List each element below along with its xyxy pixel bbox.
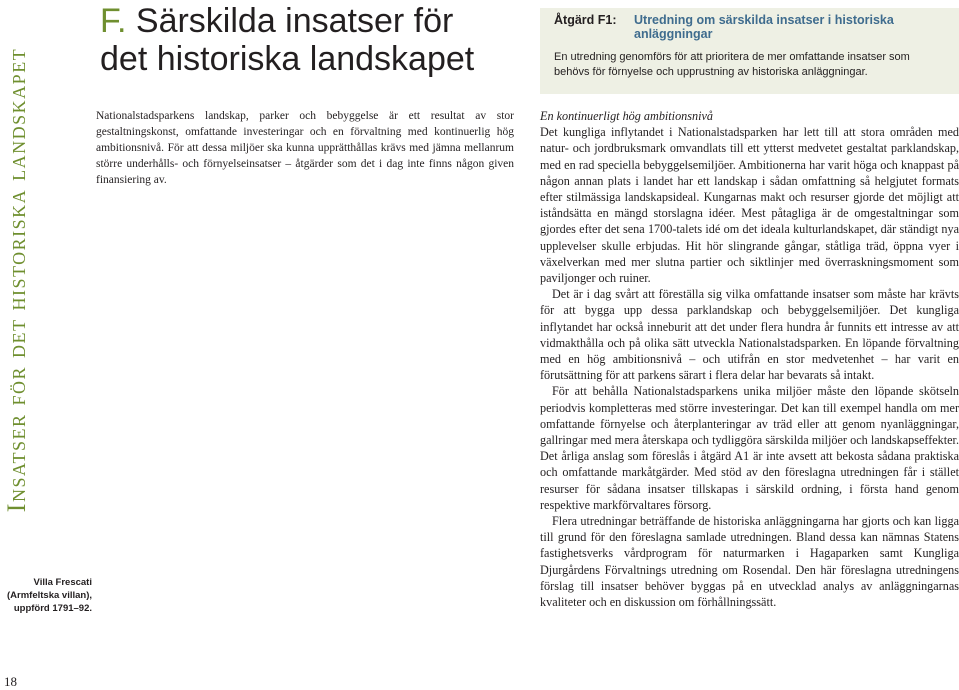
action-box	[540, 8, 959, 94]
caption-line: (Armfeltska villan),	[7, 590, 92, 601]
body-paragraph: Det kungliga inflytandet i Nationalstadsparken har lett till att stora områden med natur- och jordbruksmark omvandlats till ett ytterst medvetet gestaltat parklandskap, med en rad speciella bebyggelsemiljöer. Ambitionerna har varit höga och knappast på någon annan plats i landet har ett landskap i sådan omfattning så helgjutet formats efter stilmässiga landskapsideal. Kungarnas makt och resurser gjorde det möjligt att iståndsätta en mängd storslagna idéer. Mest påtagliga är de omgestaltningar som gjordes efter det sena 1700-talets idé om det ideala kulturlandskapet, där ständigt nya upplevelser skulle erbjudas. Hit hör slingrande gångar, ståtliga träd, öppna vyer i växelverkan med mer slutna partier och siktlinjer med överraskningsmoment som paviljonger och ruiner.	[540, 125, 959, 286]
caption-line: uppförd 1791–92.	[13, 603, 92, 614]
chapter-letter: F.	[100, 2, 127, 40]
chapter-title: Särskilda insatser för det historiska landskapet	[100, 2, 475, 78]
intro-paragraph: Nationalstadsparkens landskap, parker och bebyggelse är ett resultat av stor gestaltningskonst, omfattande investeringar och en förvaltning med kontinuerlig hög ambitionsnivå. För att dessa miljöer ska kunna upprätthållas krävs med jämna mellanrum större underhålls- och förnyelseinsatser – åtgärder som det i dag inte finns någon given finansiering av.	[96, 110, 514, 187]
body-paragraph: Flera utredningar beträffande de historiska anläggningarna har gjorts och kan ligga till grund för den föreslagna samlade utredningen. Bland dessa kan nämnas Statens fastighetsverks vårdprogram för naturmarken i Hagaparken samt Kungliga Djurgårdens Förvaltnings utredning om Rosendal. Den här föreslagna utredningens förslag till insatser behöver byggas på en utvecklad analys av anläggningarnas kvaliteter och en diskussion om förhållningssätt.	[540, 514, 959, 610]
main-text-column	[540, 108, 959, 610]
action-label: Åtgärd F1:	[554, 13, 617, 27]
page-number: 18	[4, 674, 17, 689]
body-paragraph: För att behålla Nationalstadsparkens unika miljöer måste den löpande skötseln periodvis kompletteras med större investeringar. Det kan till exempel handla om mer omfattande förnyelse och återplanteringar av träd eller att genom nyanläggningar, gallringar med mera återskapa och tydliggöra särskilda miljöer och landskapseffekter. Det årliga anslag som föreslås i åtgärd A1 är inte avsett att bekosta sådana praktiska och omfattande markåtgärder. Med stöd av den föreslagna utredningen får i stället resurser för sådana insatser tillskapas i särskild ordning, i första hand genom respektive markförvaltares försorg.	[540, 384, 959, 512]
action-title: Utredning om särskilda insatser i historiska anläggningar	[634, 13, 894, 41]
chapter-heading	[100, 2, 510, 78]
section-subheading: En kontinuerligt hög ambitionsnivå	[540, 109, 713, 123]
body-paragraph: Det är i dag svårt att föreställa sig vilka omfattande insatser som måste har krävts för att bygga upp dessa parklandskap och bebyggelsemiljöer. Det kungliga inflytandet har också inneburit att det under flera hundra år funnits ett intresse av att vidmakthålla och på olika sätt utveckla Nationalstadsparken. En löpande förvaltning med en hög ambitionsnivå – och utifrån en stor medvetenhet – har varit en förutsättning för att parkens särart i flera delar har bevarats så intakt.	[540, 287, 959, 383]
caption-line: Villa Frescati	[33, 577, 92, 588]
side-title-text: Insatser för det historiska landskapet	[2, 47, 31, 512]
action-text: En utredning genomförs för att prioritera de mer omfattande insatser som behövs för förnyelse och upprustning av historiska anläggningar.	[554, 51, 910, 78]
image-caption	[4, 576, 92, 615]
side-title	[2, 2, 32, 557]
